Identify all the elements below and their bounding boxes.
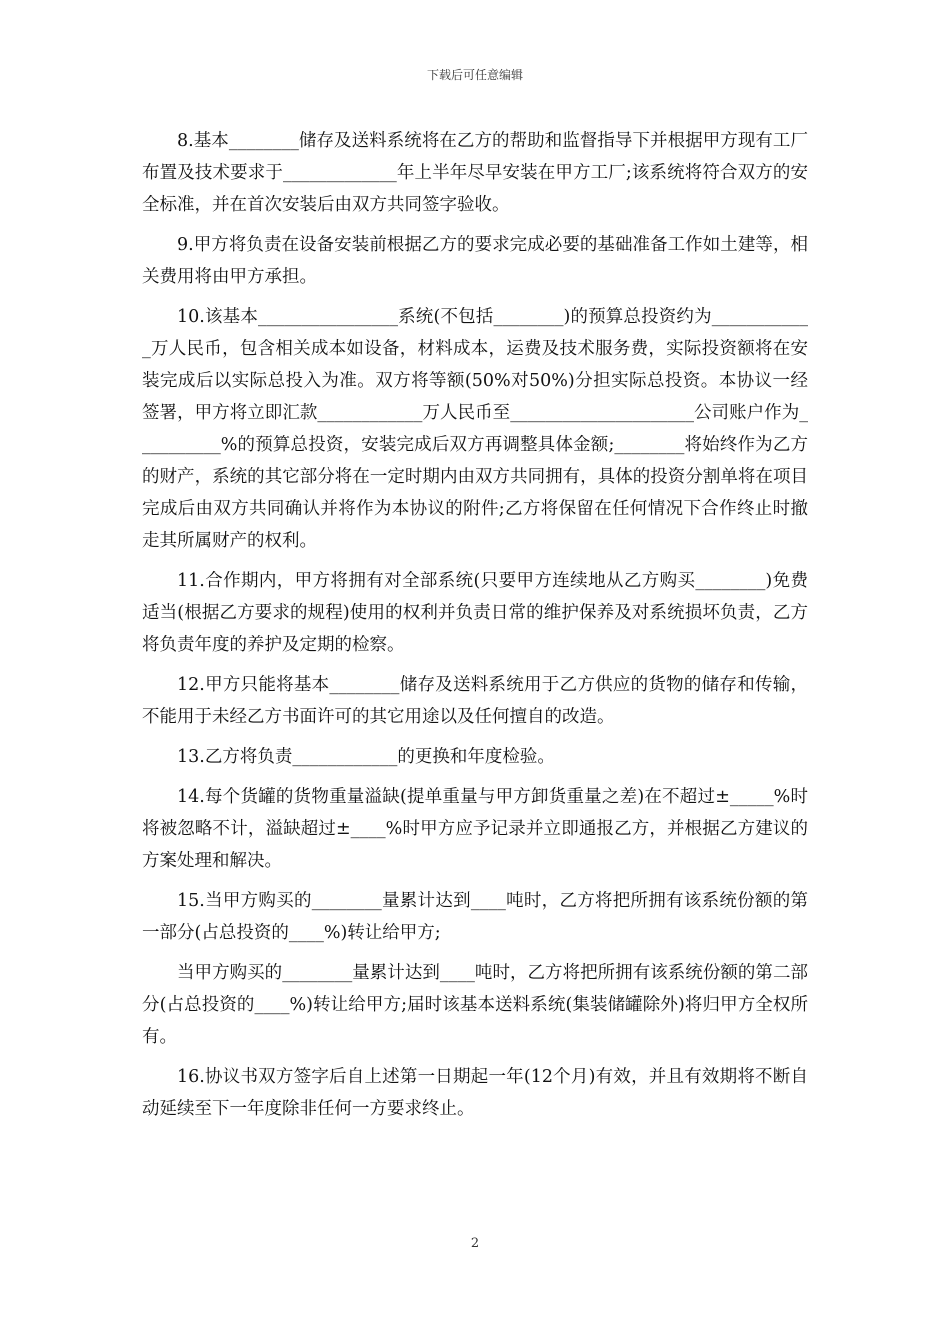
clause-13: 13.乙方将负责____________的更换和年度检验。 — [177, 747, 555, 767]
page-number: 2 — [470, 1236, 480, 1251]
clause-15-part-1: 15.当甲方购买的________量累计达到____吨时，乙方将把所拥有该系统份额的第一部分(占总投资的____%)转让给甲方; — [142, 891, 808, 943]
page-header: 下载后可任意编辑 — [426, 68, 523, 82]
clause-9: 9.甲方将负责在设备安装前根据乙方的要求完成必要的基础准备工作如土建等，相关费用将由甲方承担。 — [142, 235, 808, 287]
clause-14: 14.每个货罐的货物重量溢缺(提单重量与甲方卸货重量之差)在不超过±_____%时将被忽略不计，溢缺超过±____%时甲方应予记录并立即通报乙方，并根据乙方建议的方案处理和解决。 — [142, 787, 808, 871]
body-text — [142, 125, 808, 1133]
clause-11: 11.合作期内，甲方将拥有对全部系统(只要甲方连续地从乙方购买________)免费适当(根据乙方要求的规程)使用的权利并负责日常的维护保养及对系统损坏负责，乙方将负责年度的养护及定期的检察。 — [142, 571, 808, 655]
clause-15-part-2: 当甲方购买的________量累计达到____吨时，乙方将把所拥有该系统份额的第二部分(占总投资的____%)转让给甲方;届时该基本送料系统(集装储罐除外)将归甲方全权所有。 — [142, 963, 808, 1047]
clause-8: 8.基本________储存及送料系统将在乙方的帮助和监督指导下并根据甲方现有工厂布置及技术要求于_____________年上半年尽早安装在甲方工厂;该系统将符合双方的安全标准，并在首次安装后由双方共同签字验收。 — [142, 131, 808, 215]
clause-10: 10.该基本________________系统(不包括________)的预算总投资约为____________万人民币，包含相关成本如设备，材料成本，运费及技术服务费，实际投资额将在安装完成后以实际总投入为准。双方将等额(50%对50%)分担实际总投资。本协议一经签署，甲方将立即汇款____________万人民币至_____________________公司账户作为__________%的预算总投资，安装完成后双方再调整具体金额;________将始终作为乙方的财产，系统的其它部分将在一定时期内由双方共同拥有，具体的投资分割单将在项目完成后由双方共同确认并将作为本协议的附件;乙方将保留在任何情况下合作终止时撤走其所属财产的权利。 — [142, 307, 808, 551]
clause-12: 12.甲方只能将基本________储存及送料系统用于乙方供应的货物的储存和传输，不能用于未经乙方书面许可的其它用途以及任何擅自的改造。 — [142, 675, 808, 727]
clause-16: 16.协议书双方签字后自上述第一日期起一年(12个月)有效，并且有效期将不断自动延续至下一年度除非任何一方要求终止。 — [142, 1067, 808, 1119]
